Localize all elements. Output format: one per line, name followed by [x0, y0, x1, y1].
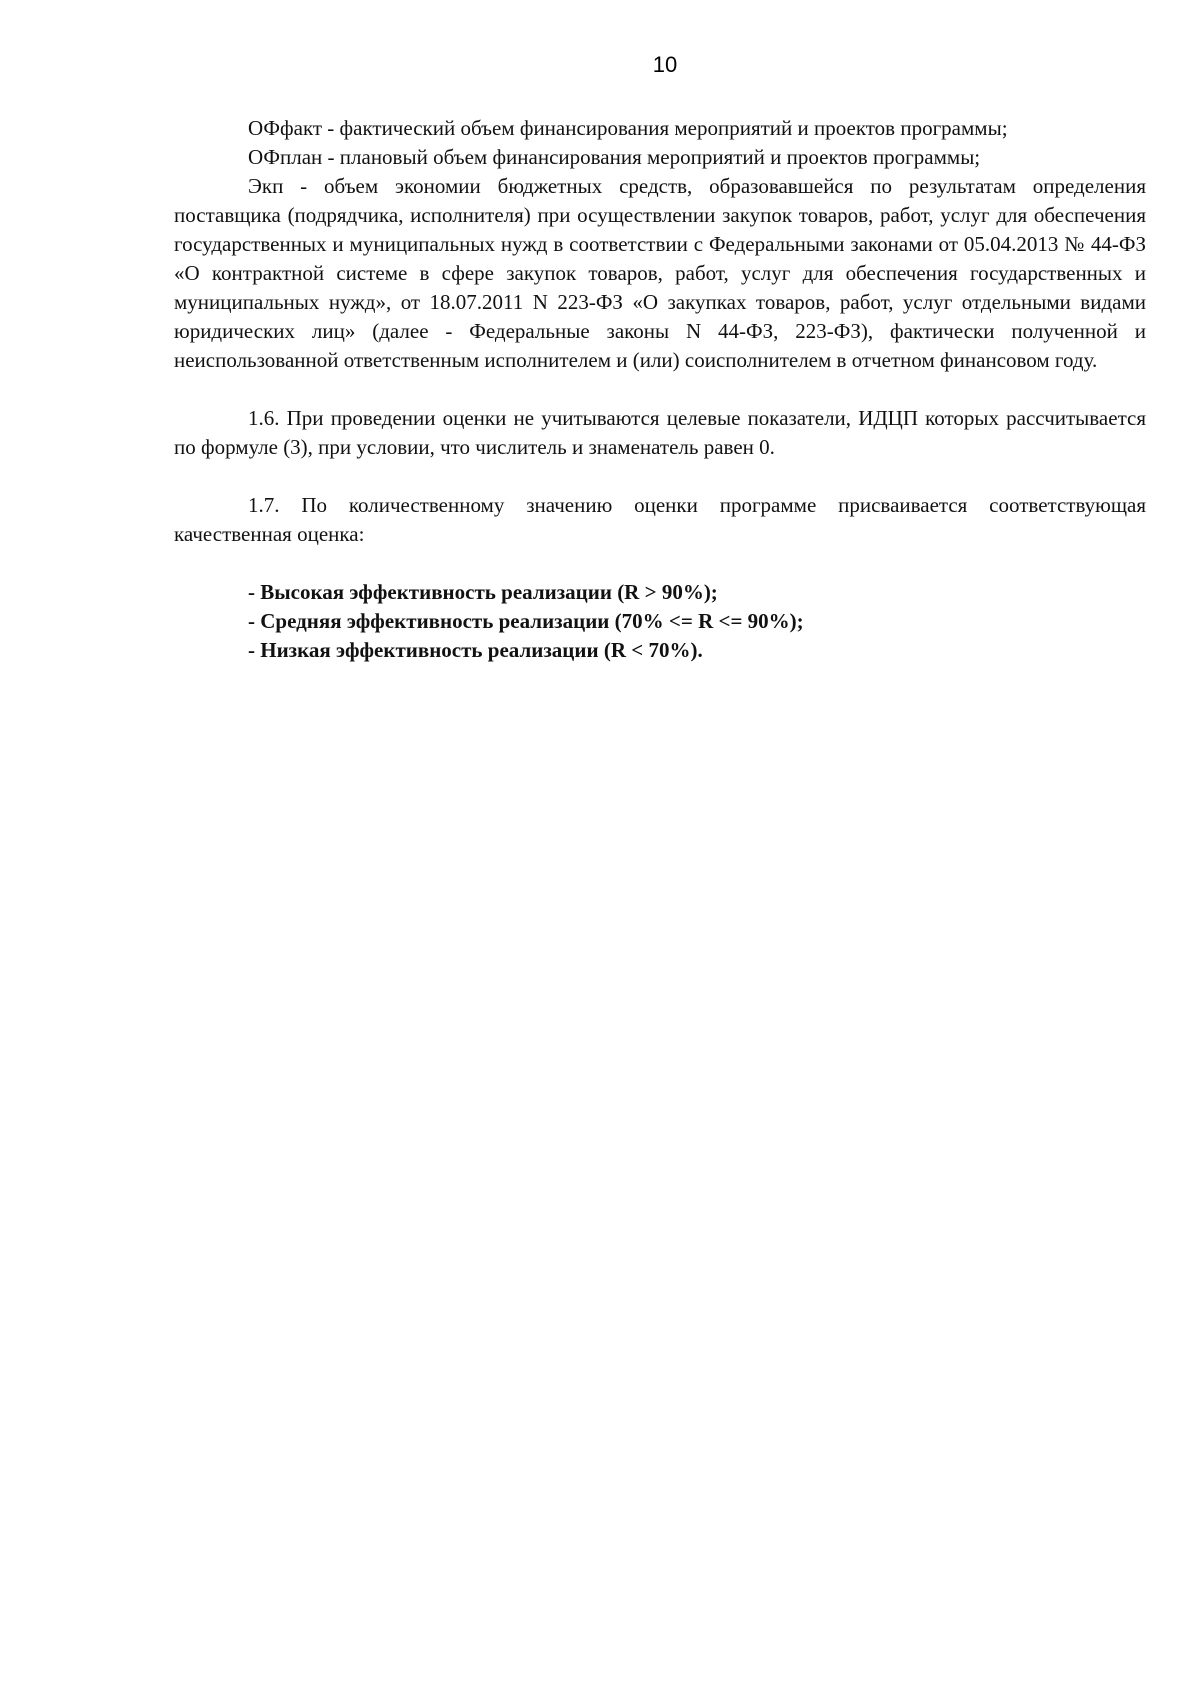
definition-ekp: Экп - объем экономии бюджетных средств, образовавшейся по результатам определения поставщика (подрядчика, исполнителя) при осуществлении закупок товаров, работ, услуг для обеспечения государственных и муниципальных нужд в соответствии с Федеральными законами от 05.04.2013 № 44-ФЗ «О контрактной системе в сфере закупок товаров, работ, услуг для обеспечения государственных и муниципальных нужд», от 18.07.2011 N 223-ФЗ «О закупках товаров, работ, услуг отдельными видами юридических лиц» (далее - Федеральные законы N 44-ФЗ, 223-ФЗ), фактически полученной и неиспользованной ответственным исполнителем и (или) соисполнителем в отчетном финансовом году. — [174, 174, 1146, 372]
definition-oplan: ОФплан - плановый объем финансирования мероприятий и проектов программы; — [248, 145, 981, 169]
section-1-6: 1.6. При проведении оценки не учитываются целевые показатели, ИДЦП которых рассчитывается по формуле (3), при условии, что числитель и знаменатель равен 0. — [174, 406, 1146, 459]
document-body — [174, 114, 1146, 665]
rating-low: - Низкая эффективность реализации (R < 70%). — [248, 638, 703, 662]
section-1-7: 1.7. По количественному значению оценки программе присваивается соответствующая качественная оценка: — [174, 493, 1146, 546]
rating-medium: - Средняя эффективность реализации (70% <= R <= 90%); — [248, 609, 804, 633]
definition-ofakt: ОФфакт - фактический объем финансирования мероприятий и проектов программы; — [248, 116, 1008, 140]
page-number: 10 — [652, 52, 678, 77]
rating-high: - Высокая эффективность реализации (R > 90%); — [248, 580, 718, 604]
ratings-list — [174, 578, 1146, 665]
